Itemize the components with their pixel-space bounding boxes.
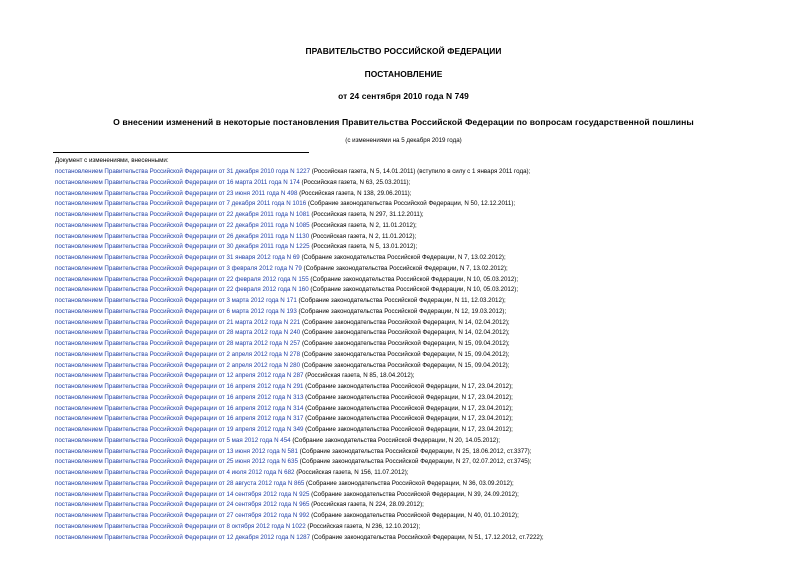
amendment-note: (Собрание законодательства Российской Федерации, N 11, 12.03.2012);: [296, 297, 506, 304]
amendment-link[interactable]: постановлением Правительства Российской Федерации от 2 апреля 2012 года N 278: [55, 350, 301, 358]
header-doc-type: ПОСТАНОВЛЕНИЕ: [364, 69, 443, 79]
amendment-item: [55, 522, 544, 533]
header-date-number: от 24 сентября 2010 года N 749: [338, 91, 469, 101]
amendment-link[interactable]: постановлением Правительства Российской Федерации от 22 декабря 2011 года N 1085: [55, 221, 310, 229]
amendment-item: [55, 232, 544, 243]
amendment-link[interactable]: постановлением Правительства Российской Федерации от 28 августа 2012 года N 865: [55, 479, 305, 487]
amendment-item: [55, 490, 544, 501]
amendment-note: (Собрание законодательства Российской Федерации, N 17, 23.04.2012);: [303, 393, 513, 401]
amendment-note: (Российская газета, N 297, 31.12.2011);: [309, 211, 424, 218]
amendment-link[interactable]: постановлением Правительства Российской Федерации от 28 марта 2012 года N 240: [55, 329, 301, 337]
amendment-link[interactable]: постановлением Правительства Российской Федерации от 6 марта 2012 года N 193: [55, 307, 297, 315]
amendment-item: [55, 425, 544, 436]
amendment-note: (Российская газета, N 224, 28.09.2012);: [309, 501, 424, 509]
amendment-note: (Собрание законодательства Российской Федерации, N 7, 13.02.2012);: [301, 264, 508, 272]
divider: [53, 152, 309, 153]
amendment-item: [55, 275, 544, 286]
header-government: ПРАВИТЕЛЬСТВО РОССИЙСКОЙ ФЕДЕРАЦИИ: [305, 46, 502, 56]
amendment-note: (Собрание законодательства Российской Федерации, N 15, 09.04.2012);: [300, 350, 510, 358]
amendment-link[interactable]: постановлением Правительства Российской Федерации от 24 сентября 2012 года N 965: [55, 501, 310, 509]
amendment-link[interactable]: постановлением Правительства Российской Федерации от 16 апреля 2012 года N 314: [55, 404, 304, 412]
amendment-item: [55, 285, 544, 296]
amendment-link[interactable]: постановлением Правительства Российской Федерации от 31 января 2012 года N 69: [55, 254, 300, 261]
amendment-item: [55, 414, 544, 425]
amendment-item: [55, 296, 544, 307]
amendment-link[interactable]: постановлением Правительства Российской Федерации от 16 апреля 2012 года N 317: [55, 415, 304, 423]
amendment-link[interactable]: постановлением Правительства Российской Федерации от 12 декабря 2012 года N 1287: [55, 533, 311, 541]
amendment-link[interactable]: постановлением Правительства Российской Федерации от 8 октября 2012 года N 1022: [55, 522, 306, 530]
amendment-note: (Собрание законодательства Российской Федерации, N 15, 09.04.2012);: [300, 340, 510, 347]
amendment-link[interactable]: постановлением Правительства Российской Федерации от 19 апреля 2012 года N 349: [55, 426, 304, 433]
amendment-item: [55, 382, 544, 393]
amendment-link[interactable]: постановлением Правительства Российской Федерации от 25 июня 2012 года N 635: [55, 458, 298, 466]
amendment-item: [55, 500, 544, 511]
amendment-note: (Собрание законодательства Российской Федерации, N 12, 19.03.2012);: [296, 307, 507, 315]
amendment-item: [55, 371, 544, 382]
amendment-note: (Собрание законодательства Российской Федерации, N 17, 23.04.2012);: [303, 415, 513, 423]
amendment-note: (Собрание законодательства Российской Федерации, N 10, 05.03.2012);: [308, 275, 519, 283]
amendment-note: (Собрание законодательства Российской Федерации, N 14, 02.04.2012);: [300, 329, 510, 337]
amendment-link[interactable]: постановлением Правительства Российской Федерации от 30 декабря 2011 года N 1225: [55, 243, 310, 251]
amendment-item: [55, 210, 544, 221]
amendment-note: (Собрание законодательства Российской Федерации, N 17, 23.04.2012);: [303, 383, 513, 390]
amendment-link[interactable]: постановлением Правительства Российской Федерации от 3 февраля 2012 года N 79: [55, 264, 302, 272]
amendment-item: [55, 393, 544, 404]
amendment-note: (Российская газета, N 85, 18.04.2012);: [303, 372, 415, 380]
amendment-note: (Собрание законодательства Российской Федерации, N 25, 18.06.2012, ст.3377);: [297, 447, 532, 455]
amendment-link[interactable]: постановлением Правительства Российской Федерации от 31 декабря 2010 года N 1227: [55, 168, 311, 175]
amendment-note: (Российская газета, N 63, 25.03.2011);: [299, 178, 411, 186]
amendment-link[interactable]: постановлением Правительства Российской Федерации от 28 марта 2012 года N 257: [55, 340, 301, 347]
amendment-note: (Собрание законодательства Российской Федерации, N 15, 09.04.2012);: [300, 361, 510, 369]
amendment-note: (Российская газета, N 156, 11.07.2012);: [294, 469, 409, 476]
amendment-link[interactable]: постановлением Правительства Российской Федерации от 22 февраля 2012 года N 155: [55, 275, 309, 283]
amendment-note: (Собрание законодательства Российской Федерации, N 10, 05.03.2012);: [308, 286, 519, 294]
version-note: (с изменениями на 5 декабря 2019 года): [345, 137, 462, 144]
amendment-note: (Собрание законодательства Российской Федерации, N 14, 02.04.2012);: [300, 318, 510, 326]
amendment-link[interactable]: постановлением Правительства Российской Федерации от 16 марта 2011 года N 174: [55, 178, 300, 186]
amendments-intro: Документ с изменениями, внесенными:: [55, 157, 169, 164]
amendment-item: [55, 253, 544, 264]
amendment-link[interactable]: постановлением Правительства Российской Федерации от 26 декабря 2011 года N 1130: [55, 232, 310, 240]
amendment-item: [55, 511, 544, 522]
amendment-item: [55, 189, 544, 200]
amendment-item: [55, 339, 544, 350]
amendment-note: (Собрание законодательства Российской Федерации, N 36, 03.09.2012);: [304, 479, 514, 487]
amendment-item: [55, 479, 544, 490]
amendment-note: (Собрание законодательства Российской Федерации, N 51, 17.12.2012, ст.7222);: [310, 533, 544, 541]
amendment-link[interactable]: постановлением Правительства Российской Федерации от 13 июня 2012 года N 581: [55, 447, 298, 455]
amendment-item: [55, 533, 544, 544]
amendment-link[interactable]: постановлением Правительства Российской Федерации от 16 апреля 2012 года N 313: [55, 393, 304, 401]
amendment-item: [55, 457, 544, 468]
amendment-item: [55, 199, 544, 210]
amendment-item: [55, 264, 544, 275]
amendment-link[interactable]: постановлением Правительства Российской Федерации от 12 апреля 2012 года N 287: [55, 372, 304, 380]
amendment-item: [55, 350, 544, 361]
amendment-link[interactable]: постановлением Правительства Российской Федерации от 22 февраля 2012 года N 160: [55, 286, 309, 294]
amendment-note: (Российская газета, N 2, 11.01.2012);: [309, 221, 417, 229]
amendment-note: (Собрание законодательства Российской Федерации, N 50, 12.12.2011);: [306, 200, 516, 208]
amendment-link[interactable]: постановлением Правительства Российской Федерации от 23 июня 2011 года N 498: [55, 189, 298, 197]
amendment-note: (Собрание законодательства Российской Федерации, N 7, 13.02.2012);: [299, 254, 506, 261]
document-subject: О внесении изменений в некоторые постановления Правительства Российской Федерации по вопросам государственной пошлины: [113, 117, 694, 127]
amendment-item: [55, 361, 544, 372]
amendment-item: [55, 242, 544, 253]
amendment-item: [55, 178, 544, 189]
amendment-note: (Собрание законодательства Российской Федерации, N 20, 14.05.2012);: [290, 436, 501, 444]
amendment-note: (Собрание законодательства Российской Федерации, N 27, 02.07.2012, ст.3745);: [297, 458, 532, 466]
amendment-link[interactable]: постановлением Правительства Российской Федерации от 4 июля 2012 года N 682: [55, 469, 295, 476]
amendment-link[interactable]: постановлением Правительства Российской Федерации от 27 сентября 2012 года N 992: [55, 512, 310, 519]
amendment-note: (Российская газета, N 138, 29.06.2011);: [297, 189, 412, 197]
amendment-link[interactable]: постановлением Правительства Российской Федерации от 2 апреля 2012 года N 280: [55, 361, 301, 369]
amendment-link[interactable]: постановлением Правительства Российской Федерации от 22 декабря 2011 года N 1081: [55, 211, 310, 218]
amendment-item: [55, 404, 544, 415]
amendment-link[interactable]: постановлением Правительства Российской Федерации от 5 мая 2012 года N 454: [55, 436, 291, 444]
amendment-note: (Российская газета, N 2, 11.01.2012);: [309, 232, 417, 240]
amendment-item: [55, 221, 544, 232]
amendment-note: (Российская газета, N 5, 13.01.2012);: [309, 243, 418, 251]
amendment-link[interactable]: постановлением Правительства Российской Федерации от 3 марта 2012 года N 171: [55, 297, 297, 304]
amendment-note: (Российская газета, N 236, 12.10.2012);: [305, 522, 421, 530]
amendment-item: [55, 436, 544, 447]
amendment-link[interactable]: постановлением Правительства Российской Федерации от 21 марта 2012 года N 221: [55, 318, 301, 326]
amendment-item: [55, 318, 544, 329]
amendment-link[interactable]: постановлением Правительства Российской Федерации от 16 апреля 2012 года N 291: [55, 383, 304, 390]
amendment-item: [55, 167, 544, 178]
amendment-note: (Собрание законодательства Российской Федерации, N 17, 23.04.2012);: [303, 404, 513, 412]
amendment-item: [55, 447, 544, 458]
amendment-note: (Собрание законодательства Российской Федерации, N 17, 23.04.2012);: [303, 426, 513, 433]
amendment-note: (Российская газета, N 5, 14.01.2011) (вступило в силу с 1 января 2011 года);: [310, 168, 531, 175]
amendment-note: (Собрание законодательства Российской Федерации, N 39, 24.09.2012);: [309, 490, 519, 498]
amendment-item: [55, 328, 544, 339]
amendment-item: [55, 468, 544, 479]
amendment-note: (Собрание законодательства Российской Федерации, N 40, 01.10.2012);: [309, 512, 519, 519]
amendment-link[interactable]: постановлением Правительства Российской Федерации от 7 декабря 2011 года N 1016: [55, 200, 307, 208]
amendment-item: [55, 307, 544, 318]
amendment-link[interactable]: постановлением Правительства Российской Федерации от 14 сентября 2012 года N 925: [55, 490, 310, 498]
amendments-list: [55, 167, 544, 543]
